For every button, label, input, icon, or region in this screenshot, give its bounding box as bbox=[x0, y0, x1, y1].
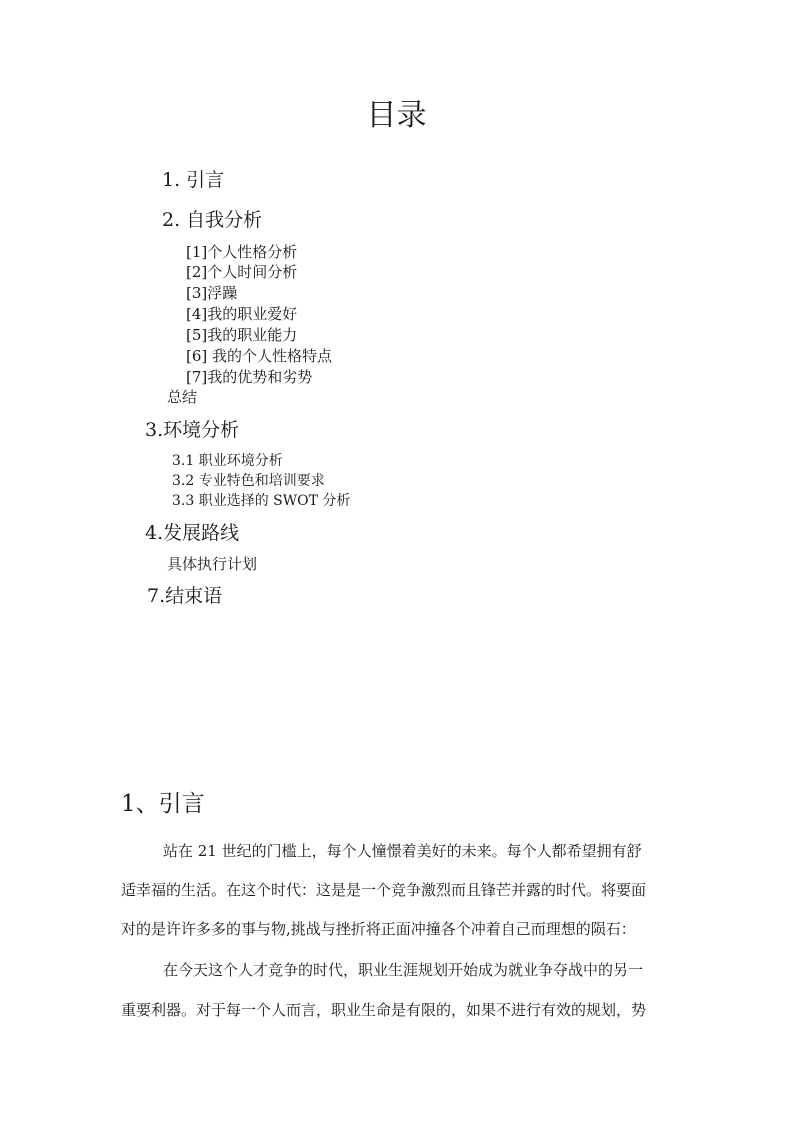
toc-subitem-execution-plan[interactable]: 具体执行计划 bbox=[167, 555, 258, 573]
toc-item-conclusion[interactable]: 7.结束语 bbox=[147, 585, 223, 607]
paragraph-line: 在今天这个人才竞争的时代，职业生涯规划开始成为就业争夺战中的另一 bbox=[163, 961, 644, 979]
toc-item-development-path[interactable]: 4.发展路线 bbox=[145, 522, 240, 544]
toc-item-introduction[interactable]: 1. 引言 bbox=[162, 169, 225, 191]
toc-subitem-personality-traits[interactable]: [6] 我的个人性格特点 bbox=[186, 347, 333, 365]
toc-subitem-career-hobbies[interactable]: [4]我的职业爱好 bbox=[186, 305, 298, 323]
toc-subitem-time-analysis[interactable]: [2]个人时间分析 bbox=[186, 263, 298, 281]
toc-subitem-strengths-weaknesses[interactable]: [7]我的优势和劣势 bbox=[186, 368, 313, 386]
toc-subitem-impetuousness[interactable]: [3]浮躁 bbox=[186, 284, 238, 302]
paragraph-line: 站在 21 世纪的门槛上，每个人憧憬着美好的未来。每个人都希望拥有舒 bbox=[163, 842, 642, 860]
toc-subitem-career-environment[interactable]: 3.1 职业环境分析 bbox=[172, 453, 283, 469]
paragraph-line: 重要利器。对于每一个人而言，职业生命是有限的，如果不进行有效的规划，势 bbox=[121, 1001, 647, 1019]
toc-item-self-analysis[interactable]: 2. 自我分析 bbox=[162, 209, 263, 231]
toc-subitem-personality-analysis[interactable]: [1]个人性格分析 bbox=[186, 243, 298, 261]
toc-subitem-swot-analysis[interactable]: 3.3 职业选择的 SWOT 分析 bbox=[172, 493, 351, 509]
paragraph-line: 适幸福的生活。在这个时代：这是是一个竞争激烈而且锋芒并露的时代。将要面 bbox=[121, 881, 647, 899]
toc-item-environment-analysis[interactable]: 3.环境分析 bbox=[145, 419, 240, 441]
toc-title: 目录 bbox=[366, 98, 427, 133]
toc-subitem-summary[interactable]: 总结 bbox=[167, 388, 198, 406]
toc-subitem-major-training[interactable]: 3.2 专业特色和培训要求 bbox=[172, 473, 325, 489]
paragraph-line: 对的是许许多多的事与物,挑战与挫折将正面冲撞各个冲着自己而理想的陨石： bbox=[121, 920, 636, 938]
section-heading-introduction: 1、引言 bbox=[121, 791, 205, 817]
toc-subitem-career-abilities[interactable]: [5]我的职业能力 bbox=[186, 326, 298, 344]
